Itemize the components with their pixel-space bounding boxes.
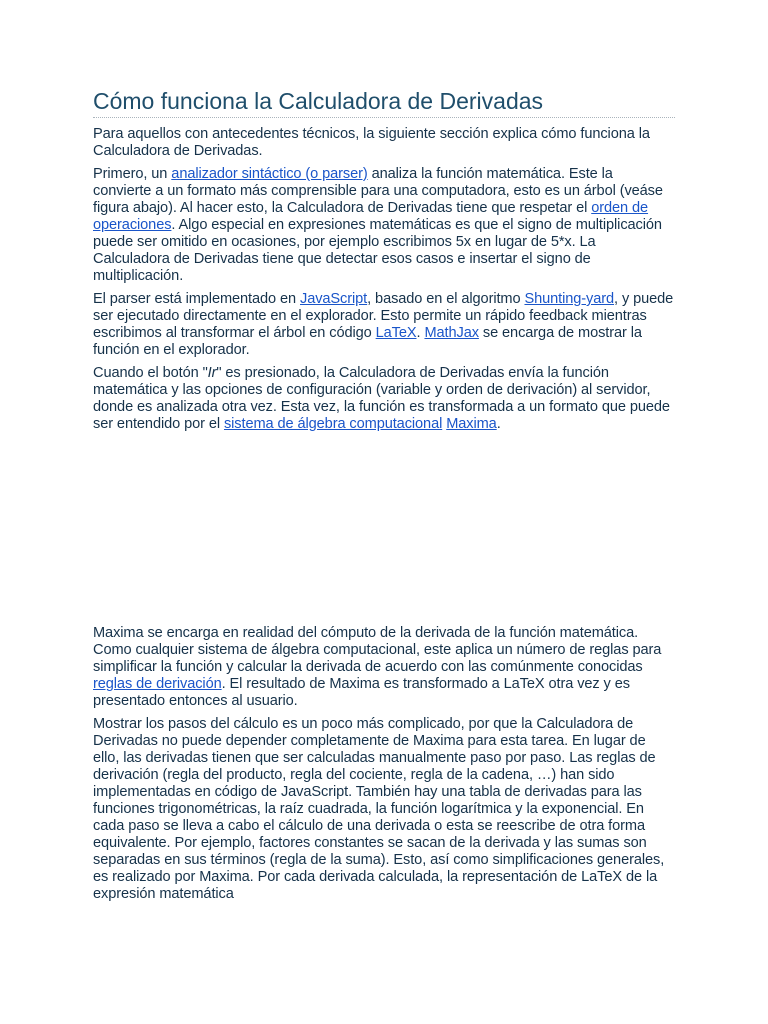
paragraph-server xyxy=(93,365,675,433)
text-segment: . xyxy=(416,325,425,341)
link-derivation-rules[interactable]: reglas de derivación xyxy=(93,676,222,692)
link-mathjax[interactable]: MathJax xyxy=(424,325,479,341)
paragraph-steps-text: Mostrar los pasos del cálculo es un poco más complicado, por que la Calculadora de Derivadas no puede depender completamente de Maxima para esta tarea. En lugar de ello, las derivadas tienen que ser calculadas manualmente paso por paso. Las reglas de derivación (regla del producto, regla del cociente, regla de la cadena, …) han sido implementadas en código de JavaScript. También hay una tabla de derivadas para las funciones trigonométricas, la raíz cuadrada, la función logarítmica y la exponencial. En cada paso se lleva a cabo el cálculo de una derivada o esta se reescribe de otra forma equivalente. Por ejemplo, factores constantes se sacan de la derivada y las sumas son separadas en sus términos (regla de la suma). Esto, así como simplificaciones generales, es realizado por Maxima. Por cada derivada calculada, la representación de LaTeX de la expresión matemática xyxy=(93,716,665,902)
text-segment: . xyxy=(496,416,501,432)
link-maxima[interactable]: Maxima xyxy=(446,416,497,432)
text-segment: . El resultado de Maxima es transformado a LaTeX otra vez y es presentado entonces al usuario. xyxy=(93,676,630,709)
button-name-emphasis: Ir xyxy=(207,365,217,381)
text-segment: . Algo especial en expresiones matemáticas es que el signo de multiplicación puede ser omitido en ocasiones, por ejemplo escribimos 5x en lugar de 5*x. La Calculadora de Derivadas tiene que detectar esos casos e insertar el signo de multiplicación. xyxy=(93,217,662,284)
link-computer-algebra-system[interactable]: sistema de álgebra computacional xyxy=(223,416,443,432)
text-segment: Cuando el botón " xyxy=(93,365,208,381)
link-order-of-operations[interactable]: orden de operaciones xyxy=(93,200,649,233)
paragraph-parser xyxy=(93,166,675,285)
text-segment: se encarga de mostrar la función en el explorador. xyxy=(93,325,642,358)
figure-placeholder xyxy=(93,433,675,625)
article-content xyxy=(93,86,675,903)
text-segment: , basado en el algoritmo xyxy=(367,291,525,307)
paragraph-intro-text: Para aquellos con antecedentes técnicos, la siguiente sección explica cómo funciona la Calculadora de Derivadas. xyxy=(93,126,650,159)
link-latex[interactable]: LaTeX xyxy=(375,325,417,341)
paragraph-implementation xyxy=(93,291,675,359)
text-segment: Maxima se encarga en realidad del cómputo de la derivada de la función matemática. Como cualquier sistema de álgebra computacional, este aplica un número de reglas para simplificar la función y calcular la derivada de acuerdo con las comúnmente conocidas xyxy=(93,625,662,675)
paragraph-steps xyxy=(93,716,675,903)
paragraph-maxima xyxy=(93,625,675,710)
text-segment: El parser está implementado en xyxy=(93,291,300,307)
paragraph-intro xyxy=(93,126,675,160)
link-shunting-yard[interactable]: Shunting-yard xyxy=(524,291,615,307)
text-segment: , y puede ser ejecutado directamente en el explorador. Esto permite un rápido feedback mientras escribimos al transformar el árbol en código xyxy=(93,291,674,341)
link-parser[interactable]: analizador sintáctico (o parser) xyxy=(171,166,368,182)
text-segment: Primero, un xyxy=(93,166,172,182)
text-segment: analiza la función matemática. Este la convierte a un formato más comprensible para una computadora, esto es un árbol (veáse figura abajo). Al hacer esto, la Calculadora de Derivadas tiene que respetar el xyxy=(93,166,663,216)
text-segment: " es presionado, la Calculadora de Derivadas envía la función matemática y las opciones de configuración (variable y orden de derivación) al servidor, donde es analizada otra vez. Esta vez, la función es transformada a un formato que puede ser entendido por el xyxy=(93,365,670,432)
link-javascript[interactable]: JavaScript xyxy=(300,291,368,307)
page-title: Cómo funciona la Calculadora de Derivadas xyxy=(93,86,675,118)
